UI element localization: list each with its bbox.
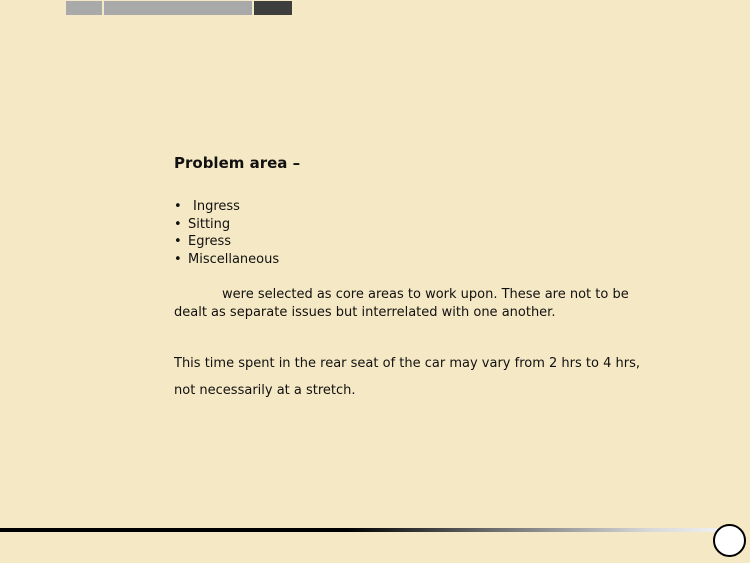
slide-heading: Problem area – (174, 154, 301, 172)
top-bar-segment-3 (254, 1, 292, 15)
top-bar-segment-1 (66, 1, 102, 15)
paragraph-rear-seat-time: This time spent in the rear seat of the car may vary from 2 hrs to 4 hrs, not necessarily at a stretch. (174, 356, 640, 398)
bullet-icon: • (174, 251, 182, 267)
slide-content (174, 150, 654, 398)
circle-icon (713, 524, 746, 557)
bullet-icon: • (174, 216, 182, 232)
list-item (174, 216, 279, 234)
bullet-list (174, 198, 279, 268)
paragraph-core-areas (174, 286, 644, 322)
bullet-icon: • (174, 199, 182, 214)
bullet-icon: • (174, 234, 182, 249)
footer-divider (0, 528, 720, 532)
paragraph-core-areas-text: were selected as core areas to work upon. These are not to be dealt as separate issues but interrelated with one another. (174, 287, 629, 320)
list-item (174, 251, 279, 269)
bullet-label: Egress (188, 234, 232, 249)
bullet-label: Ingress (193, 199, 240, 214)
bullet-label: Sitting (188, 216, 231, 232)
top-bar-segment-2 (104, 1, 252, 15)
list-item (174, 233, 279, 251)
list-item (174, 198, 279, 216)
bullet-label: Miscellaneous (188, 251, 280, 267)
